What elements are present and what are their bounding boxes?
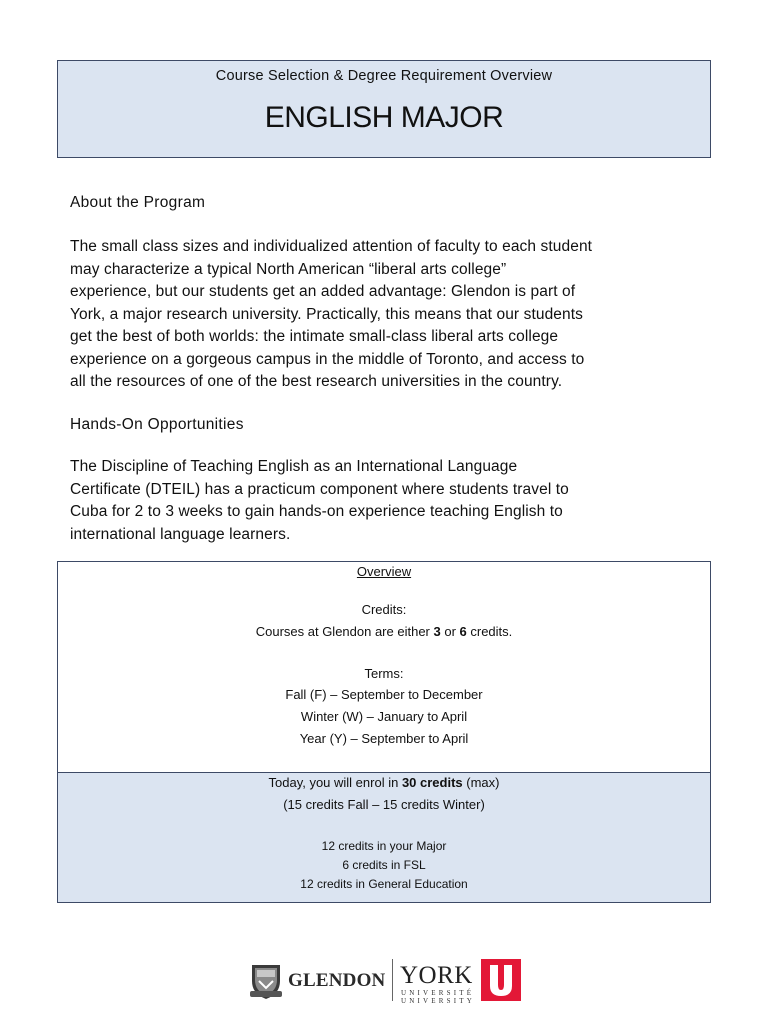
york-u-icon [481,959,521,1001]
breakdown-major: 12 credits in your Major [321,839,447,853]
credits-description [58,624,710,639]
credits-label: Credits: [361,602,407,617]
handson-paragraph [70,456,710,546]
handson-line: The Discipline of Teaching English as an International Language [70,458,518,475]
about-line: experience, but our students get an added advantage: Glendon is part of [70,283,576,300]
credits-value-a: 3 [433,624,441,639]
handson-line: Certificate (DTEIL) has a practicum component where students travel to [70,480,569,498]
breakdown-fsl: 6 credits in FSL [342,858,426,872]
glendon-crest-icon [248,961,284,1001]
term-year: Year (Y) – September to April [299,731,469,746]
about-heading: About the Program [70,194,206,211]
overview-top-section [58,562,710,772]
header-box [57,60,711,158]
term-winter: Winter (W) – January to April [300,709,468,724]
about-line: York, a major research university. Practically, this means that our students [70,305,583,323]
breakdown-gened: 12 credits in General Education [300,877,468,891]
enrol-before: Today, you will enrol in [268,775,402,790]
credits-value-b: 6 [459,624,467,639]
terms-label: Terms: [364,666,404,681]
about-line: get the best of both worlds: the intimate small-class liberal arts college [70,328,559,345]
enrol-split: (15 credits Fall – 15 credits Winter) [283,797,485,812]
handson-line: Cuba for 2 to 3 weeks to gain hands-on experience teaching English to [70,503,563,520]
term-fall: Fall (F) – September to December [285,687,483,702]
overview-enrolment-section [58,772,710,902]
about-line: The small class sizes and individualized attention of faculty to each student [70,238,593,255]
about-paragraph [70,236,710,394]
credits-or: or [440,624,460,639]
about-line: experience on a gorgeous campus in the middle of Toronto, and access to [70,350,585,368]
handson-heading: Hands-On Opportunities [70,416,244,433]
header-subtitle: Course Selection & Degree Requirement Overview [215,68,553,84]
university-wordmark: UNIVERSITÉ UNIVERSITY [401,989,475,1005]
enrol-credits: 30 credits [401,775,463,790]
enrol-after: (max) [462,775,500,790]
credits-text-before: Courses at Glendon are either [255,624,434,639]
logo-divider [392,959,393,1001]
overview-title: Overview [356,564,412,579]
page-title: ENGLISH MAJOR [264,101,504,134]
overview-box [57,561,711,903]
about-line: may characterize a typical North American “liberal arts college” [70,260,507,278]
york-wordmark: YORK [400,962,473,989]
enrol-summary [58,775,710,790]
about-line: all the resources of one of the best research universities in the country. [70,373,563,390]
handson-line: international language learners. [70,525,291,543]
glendon-york-logo [248,955,523,1003]
credits-text-after: credits. [466,624,513,639]
glendon-wordmark: GLENDON [288,970,386,991]
